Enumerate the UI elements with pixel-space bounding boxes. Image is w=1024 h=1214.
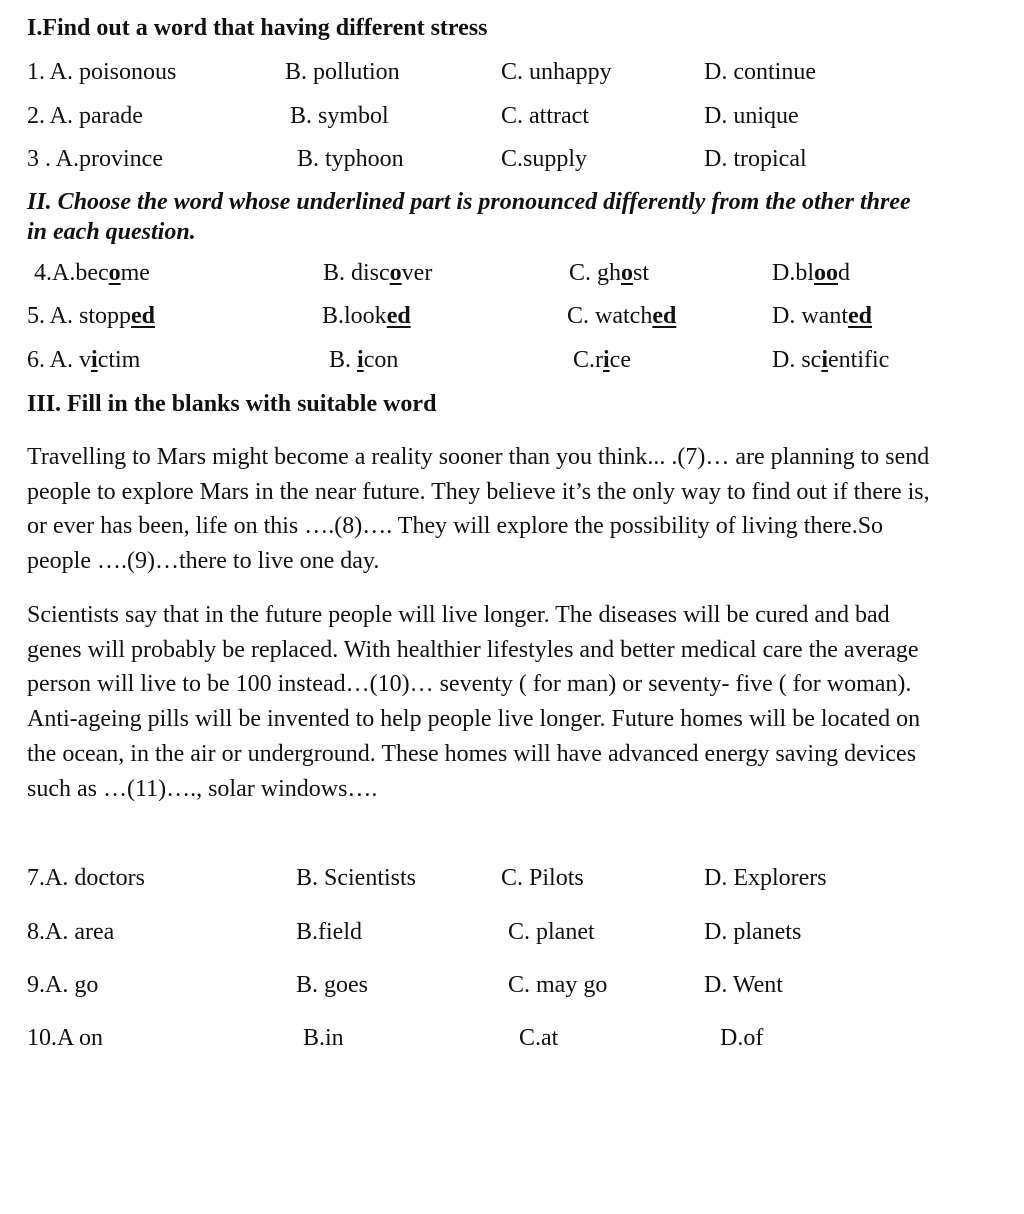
q2-option-c: C. attract	[501, 103, 589, 129]
q1-option-b: B. pollution	[285, 59, 400, 85]
paragraph-1-text: Travelling to Mars might become a reality sooner than you think... .(7)… are planning to send people to explore Mars in the near future. They believe it’s the only way to find out if there is, or ever has been, life on this ….(8)…. They will explore the possibility of living there.So people ….(9)…there to live one day.	[27, 444, 930, 575]
question-1-row	[0, 57, 1024, 87]
q4-option-b	[323, 258, 432, 288]
q2-option-d: D. unique	[704, 103, 799, 129]
reading-paragraph-2	[27, 598, 932, 806]
q1-option-d: D. continue	[704, 59, 816, 85]
q4-c-underlined: o	[621, 260, 634, 286]
q6-option-d	[772, 345, 889, 375]
q6-a-pre: 6. A. v	[27, 347, 92, 373]
q7-option-d: D. Explorers	[704, 865, 827, 891]
q6-b-underlined: i	[357, 347, 364, 373]
q1-option-c: C. unhappy	[501, 59, 612, 85]
q6-option-a	[27, 345, 140, 375]
q9-option-c: C. may go	[508, 972, 608, 998]
q10-option-b: B.in	[303, 1025, 344, 1051]
q7-option-b: B. Scientists	[296, 865, 417, 891]
q8-option-d: D. planets	[704, 919, 802, 945]
q4-b-post: ver	[401, 260, 433, 286]
q6-c-underlined: i	[603, 347, 610, 373]
q5-d-underlined: ed	[847, 303, 872, 329]
q5-c-underlined: ed	[652, 303, 677, 329]
q4-option-d	[772, 258, 850, 288]
q6-a-post: ctim	[97, 347, 141, 373]
q8-option-c: C. planet	[508, 919, 595, 945]
q6-option-c	[573, 345, 631, 375]
q4-c-post: st	[633, 260, 650, 286]
q4-a-underlined: o	[108, 260, 121, 286]
q3-option-a: 3 . A.province	[27, 146, 163, 172]
q9-option-a: 9.A. go	[27, 972, 99, 998]
q6-b-post: con	[363, 347, 399, 373]
q8-option-b: B.field	[296, 919, 362, 945]
q4-a-pre: 4.A.bec	[34, 260, 109, 286]
q6-d-post: entific	[828, 347, 890, 373]
question-10-row	[0, 1023, 1024, 1053]
q6-a-underlined: i	[91, 347, 98, 373]
question-3-row	[0, 144, 1024, 174]
q9-option-b: B. goes	[296, 972, 368, 998]
question-6-row	[0, 345, 1024, 375]
q2-option-a: 2. A. parade	[27, 103, 143, 129]
section-3-title: III. Fill in the blanks with suitable word	[27, 391, 437, 417]
q4-d-post: d	[838, 260, 850, 286]
q1-option-a: 1. A. poisonous	[27, 59, 177, 85]
q3-option-c: C.supply	[501, 146, 588, 172]
q5-b-pre: B.look	[322, 303, 387, 329]
paragraph-2-text: Scientists say that in the future people will live longer. The diseases will be cured and bad genes will probably be replaced. With healthier lifestyles and better medical care the average person will live to be 100 instead…(10)… seventy ( for man) or seventy- five ( for woman). Anti-ageing pills will be invented to help people live longer. Future homes will be located on the ocean, in the air or underground. These homes will have advanced energy saving devices such as …(11)…., solar windows….	[27, 602, 921, 802]
question-8-row	[0, 917, 1024, 947]
q5-option-a	[27, 301, 155, 331]
q4-option-a	[34, 258, 150, 288]
q10-option-d: D.of	[720, 1025, 764, 1051]
q4-d-pre: D.bl	[772, 260, 814, 286]
question-5-row	[0, 301, 1024, 331]
q10-option-c: C.at	[519, 1025, 559, 1051]
q4-d-underlined: oo	[814, 260, 838, 286]
q5-option-b	[322, 301, 411, 331]
q6-d-pre: D. sc	[772, 347, 822, 373]
q5-d-pre: D. want	[772, 303, 848, 329]
q5-c-pre: C. watch	[567, 303, 653, 329]
q10-option-a: 10.A on	[27, 1025, 104, 1051]
q5-option-c	[567, 301, 676, 331]
section-2-title: II. Choose the word whose underlined part is pronounced differently from the other three in each question.	[27, 189, 911, 245]
q6-c-pre: C.r	[573, 347, 603, 373]
q6-c-post: ce	[609, 347, 631, 373]
q6-d-underlined: i	[821, 347, 828, 373]
question-4-row	[0, 258, 1024, 288]
q5-b-underlined: ed	[386, 303, 411, 329]
q6-b-pre: B.	[329, 347, 358, 373]
q7-option-a: 7.A. doctors	[27, 865, 145, 891]
q7-option-c: C. Pilots	[501, 865, 584, 891]
q4-a-post: me	[120, 260, 150, 286]
q3-option-b: B. typhoon	[297, 146, 404, 172]
q6-option-b	[329, 345, 398, 375]
q4-c-pre: C. gh	[569, 260, 622, 286]
q2-option-b: B. symbol	[290, 103, 389, 129]
question-7-row	[0, 863, 1024, 893]
q5-a-underlined: ed	[131, 303, 156, 329]
reading-paragraph-1	[27, 440, 932, 579]
question-9-row	[0, 970, 1024, 1000]
q4-b-underlined: o	[389, 260, 402, 286]
q5-option-d	[772, 301, 872, 331]
q4-b-pre: B. disc	[323, 260, 390, 286]
q4-option-c	[569, 258, 649, 288]
q9-option-d: D. Went	[704, 972, 783, 998]
q5-a-pre: 5. A. stopp	[27, 303, 132, 329]
q8-option-a: 8.A. area	[27, 919, 115, 945]
q3-option-d: D. tropical	[704, 146, 807, 172]
question-2-row	[0, 101, 1024, 131]
section-1-title: I.Find out a word that having different stress	[27, 15, 488, 41]
